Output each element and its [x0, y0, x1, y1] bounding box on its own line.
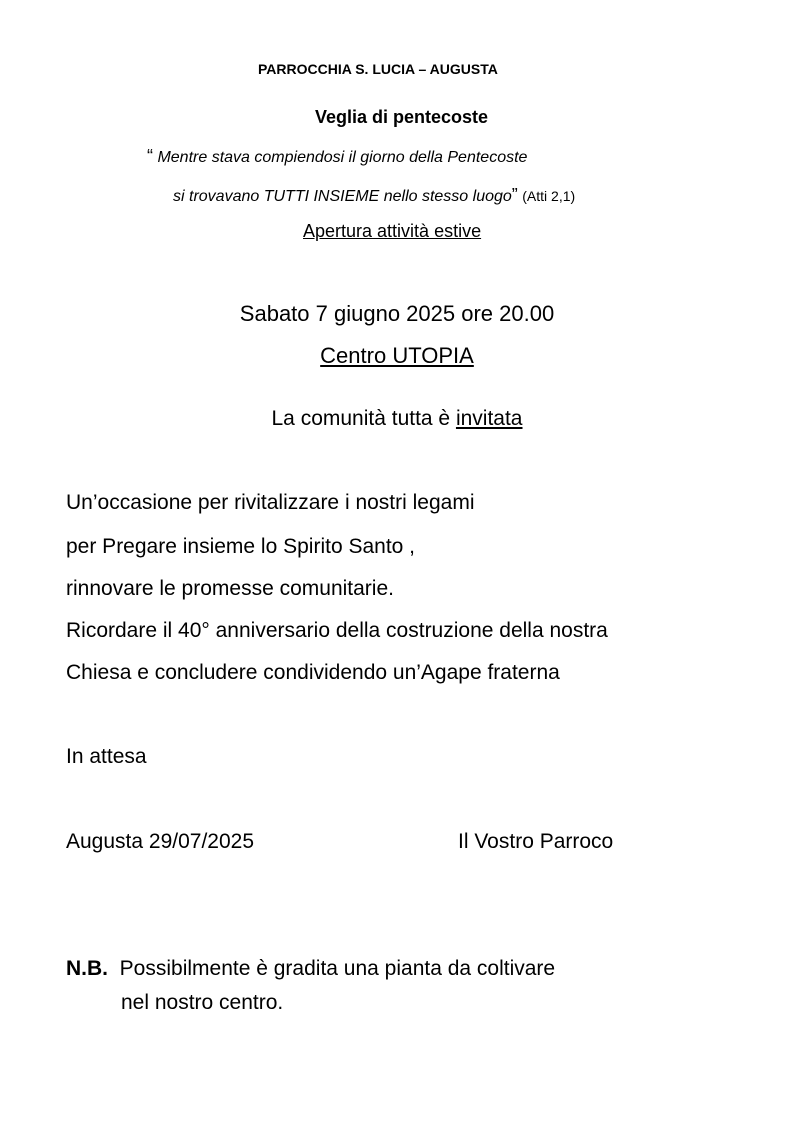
event-place-text: Centro UTOPIA: [320, 343, 474, 368]
event-place: [0, 343, 794, 369]
body-line-5: Chiesa e concludere condividendo un’Agape fraterna: [66, 661, 560, 684]
quote-text-1: Mentre stava compiendosi il giorno della Pentecoste: [157, 149, 528, 166]
body-line-2: per Pregare insieme lo Spirito Santo ,: [66, 535, 416, 558]
quote-reference: (Atti 2,1): [522, 188, 576, 204]
subtitle: Apertura attività estive: [303, 221, 482, 241]
closing-line: In attesa: [66, 745, 147, 768]
invitation-line: [0, 407, 794, 431]
signature-signer: Il Vostro Parroco: [458, 830, 614, 853]
body-line-4: Ricordare il 40° anniversario della costruzione della nostra: [66, 619, 608, 642]
quote-text-2: si trovavano TUTTI INSIEME nello stesso luogo: [173, 188, 512, 205]
signature-place-date: Augusta 29/07/2025: [66, 830, 254, 853]
quote-line-1: [147, 146, 527, 167]
body-line-1: Un’occasione per rivitalizzare i nostri legami: [66, 491, 475, 514]
note-line-1: [66, 957, 555, 981]
event-title: Veglia di pentecoste: [315, 107, 489, 127]
event-datetime: Sabato 7 giugno 2025 ore 20.00: [239, 301, 555, 326]
parish-heading: PARROCCHIA S. LUCIA – AUGUSTA: [258, 61, 498, 77]
note-line-2: nel nostro centro.: [121, 991, 284, 1014]
note-text-1: Possibilmente è gradita una pianta da coltivare: [119, 957, 556, 980]
body-line-3: rinnovare le promesse comunitarie.: [66, 577, 394, 600]
note-label: N.B.: [66, 957, 108, 980]
quote-open-mark: “: [147, 146, 153, 166]
invitation-prefix: La comunità tutta è: [271, 407, 456, 430]
quote-close-mark: ”: [511, 185, 518, 205]
quote-line-2: [173, 185, 575, 206]
invitation-word: invitata: [455, 407, 523, 430]
